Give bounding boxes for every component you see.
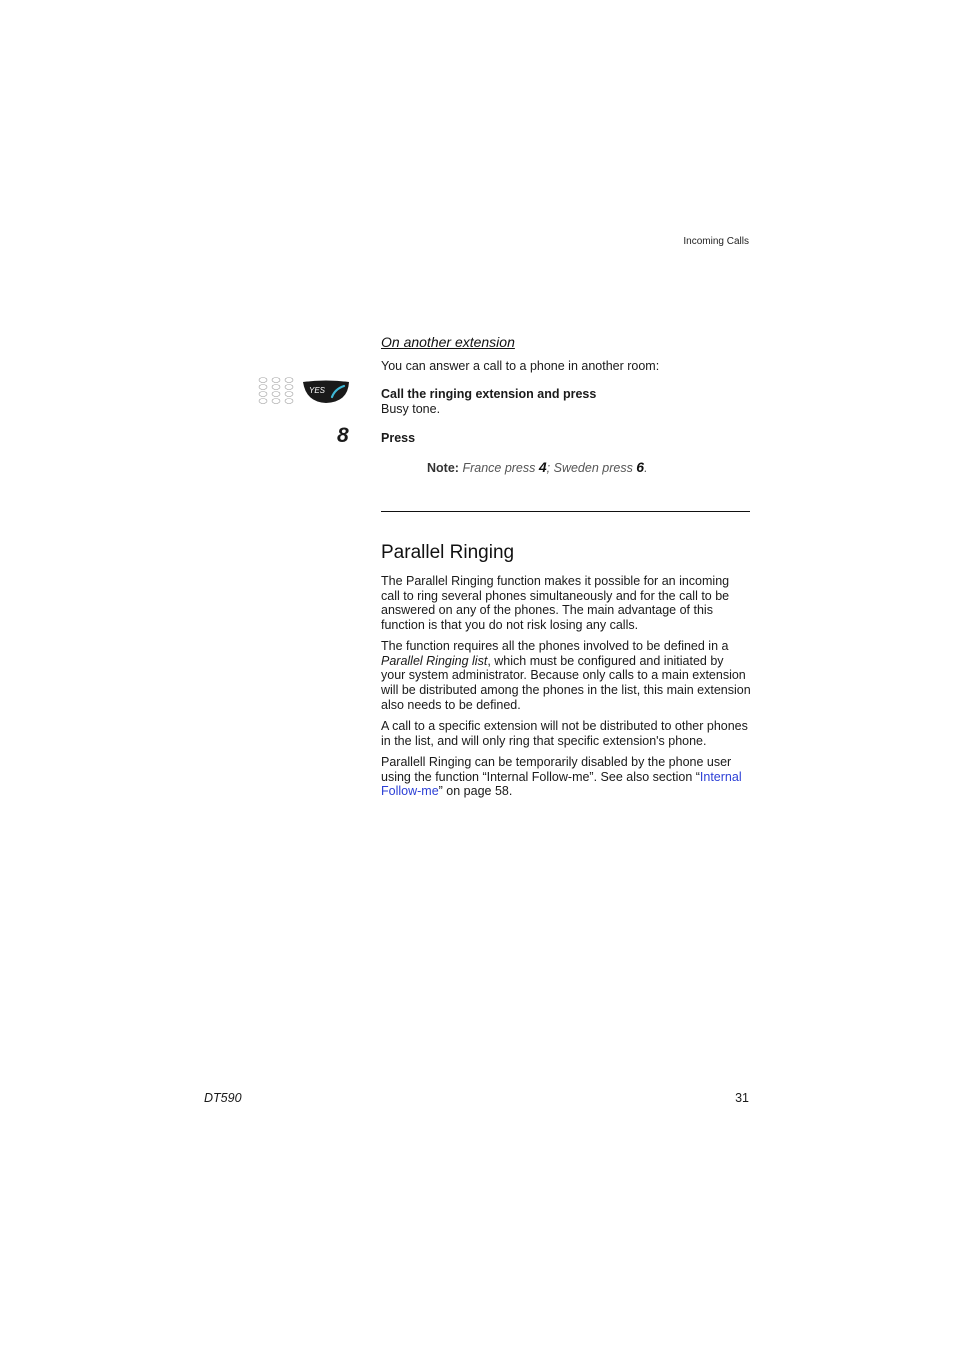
- digit-key-8: 8: [337, 424, 349, 447]
- keypad-icon: [257, 376, 297, 406]
- step1-result: Busy tone.: [381, 402, 441, 416]
- yes-key-icon: [302, 380, 350, 404]
- paragraph-2-after: , which must be configured and initiated by your system administrator. Because only calls to a main extension will be distributed among the phones in the list, this main extension also needs to be defined.: [381, 653, 751, 712]
- paragraph-2-before: The function requires all the phones involved to be defined in a: [381, 639, 729, 653]
- intro-text: You can answer a call to a phone in another room:: [381, 359, 660, 373]
- step2-instruction: Press: [381, 431, 416, 445]
- footer-model: DT590: [204, 1091, 242, 1105]
- paragraph-2: [381, 639, 751, 713]
- sub-heading-on-another-extension: On another extension: [381, 334, 515, 350]
- yes-key-label: YES: [309, 386, 326, 395]
- note-digit-4: 4: [538, 459, 547, 475]
- running-header: Incoming Calls: [683, 236, 749, 247]
- note: [427, 459, 648, 475]
- paragraph-4: [381, 755, 751, 799]
- step1-instruction: Call the ringing extension and press: [381, 387, 597, 401]
- paragraph-3: A call to a specific extension will not be distributed to other phones in the list, and will only ring that specific extension's phone.: [381, 719, 748, 748]
- paragraph-4-before: Parallell Ringing can be temporarily disabled by the phone user using the function “Internal Follow-me”. See also section “: [381, 755, 732, 784]
- note-digit-6: 6: [636, 459, 645, 475]
- note-text-sweden: ; Sweden press: [546, 461, 637, 475]
- note-label: Note:: [427, 461, 459, 475]
- note-text-france: France press: [462, 461, 539, 475]
- section-title-parallel-ringing: Parallel Ringing: [381, 542, 515, 563]
- page-number: 31: [735, 1091, 749, 1105]
- paragraph-1: The Parallel Ringing function makes it possible for an incoming call to ring several phones simultaneously and for the call to be answered on any of the phones. The main advantage of this function is that you do not risk losing any calls.: [381, 574, 730, 633]
- paragraph-4-after: ” on page 58.: [438, 784, 513, 799]
- internal-follow-me-link[interactable]: Internal Follow-me: [381, 769, 742, 799]
- paragraph-2-italic: Parallel Ringing list: [381, 653, 488, 668]
- section-divider: [381, 511, 750, 512]
- note-text-end: .: [644, 461, 648, 475]
